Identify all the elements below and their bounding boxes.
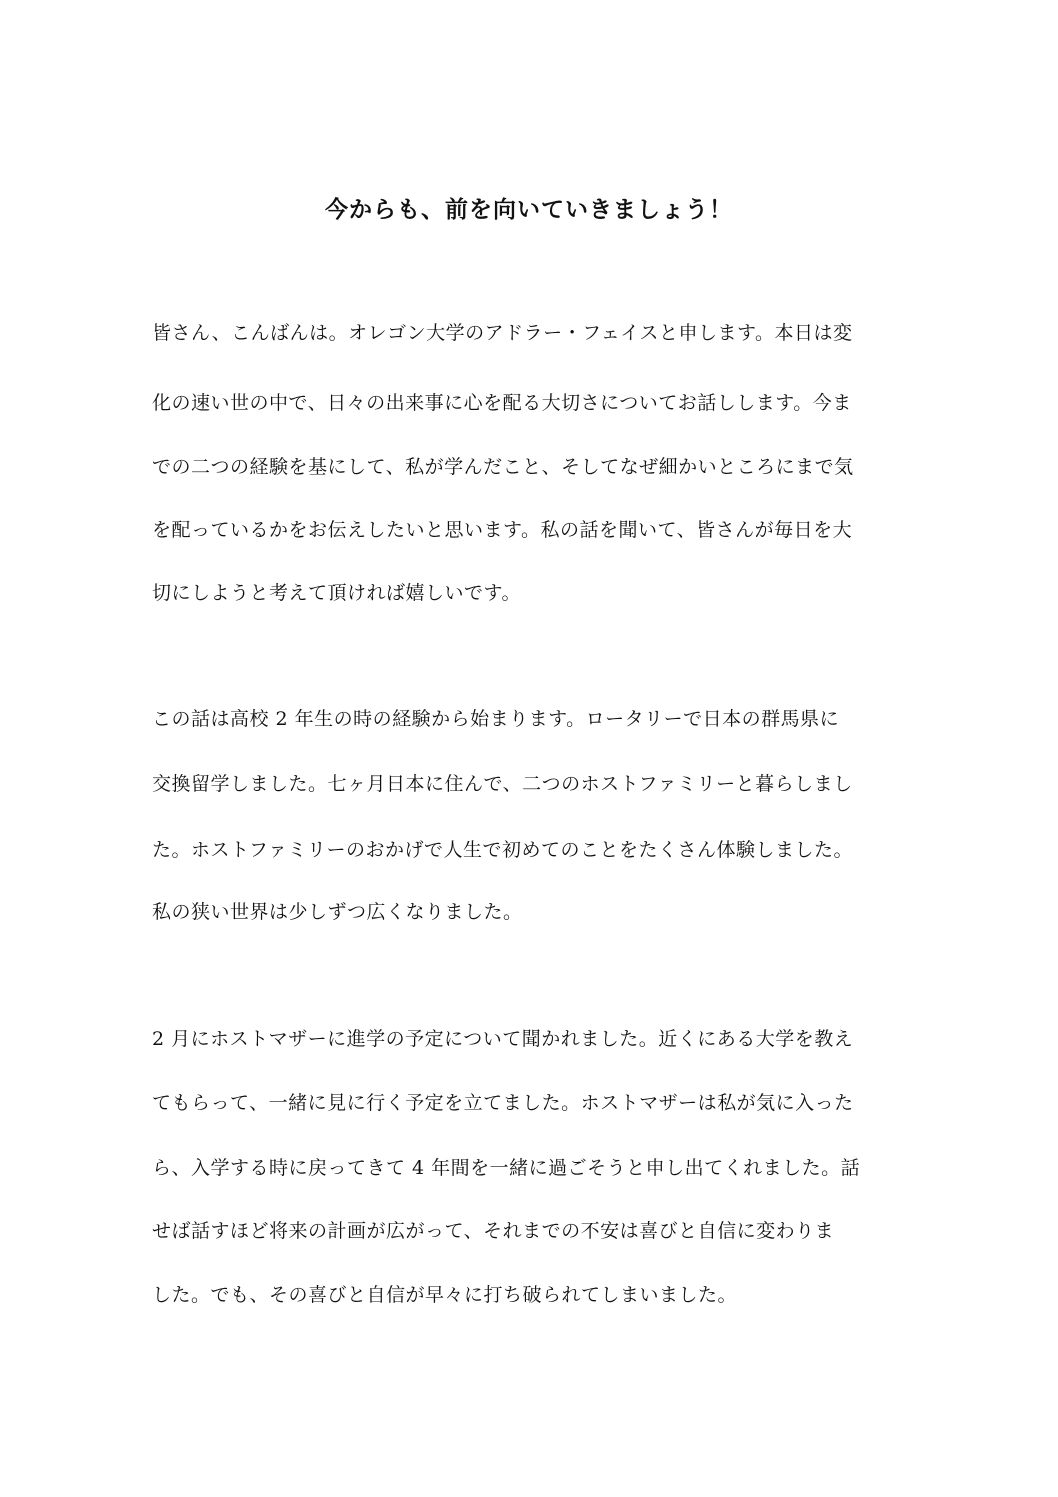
page-title: 今からも、前を向いていきましょう！ [325, 196, 733, 223]
paragraph-line: 交換留学しました。七ヶ月日本に住んで、二つのホストファミリーと暮らしまし [152, 773, 853, 795]
paragraph-line: 化の速い世の中で、日々の出来事に心を配る大切さについてお話しします。今ま [152, 392, 852, 414]
paragraph-line: を配っているかをお伝えしたいと思います。私の話を聞いて、皆さんが毎日を大 [152, 519, 853, 541]
paragraph-line: した。でも、その喜びと自信が早々に打ち破られてしまいました。 [152, 1284, 738, 1306]
paragraph-line: 皆さん、こんばんは。オレゴン大学のアドラー・フェイスと申します。本日は変 [152, 322, 853, 344]
paragraph-line: せば話すほど将来の計画が広がって、それまでの不安は喜びと自信に変わりま [152, 1220, 835, 1242]
paragraph-line: 私の狭い世界は少しずつ広くなりました。 [152, 901, 523, 923]
paragraph-line: てもらって、一緒に見に行く予定を立てました。ホストマザーは私が気に入った [152, 1092, 854, 1114]
paragraph-line: この話は高校 2 年生の時の経験から始まります。ロータリーで日本の群馬県に [152, 708, 840, 730]
paragraph-line: 2 月にホストマザーに進学の予定について聞かれました。近くにある大学を教え [152, 1028, 854, 1050]
paragraph-line: た。ホストファミリーのおかげで人生で初めてのことをたくさん体験しました。 [152, 839, 854, 861]
paragraph-line: での二つの経験を基にして、私が学んだこと、そしてなぜ細かいところにまで気 [152, 456, 854, 478]
paragraph-line: 切にしようと考えて頂ければ嬉しいです。 [152, 582, 521, 604]
paragraph-line: ら、入学する時に戻ってきて 4 年間を一緒に過ごそうと申し出てくれました。話 [152, 1157, 861, 1179]
